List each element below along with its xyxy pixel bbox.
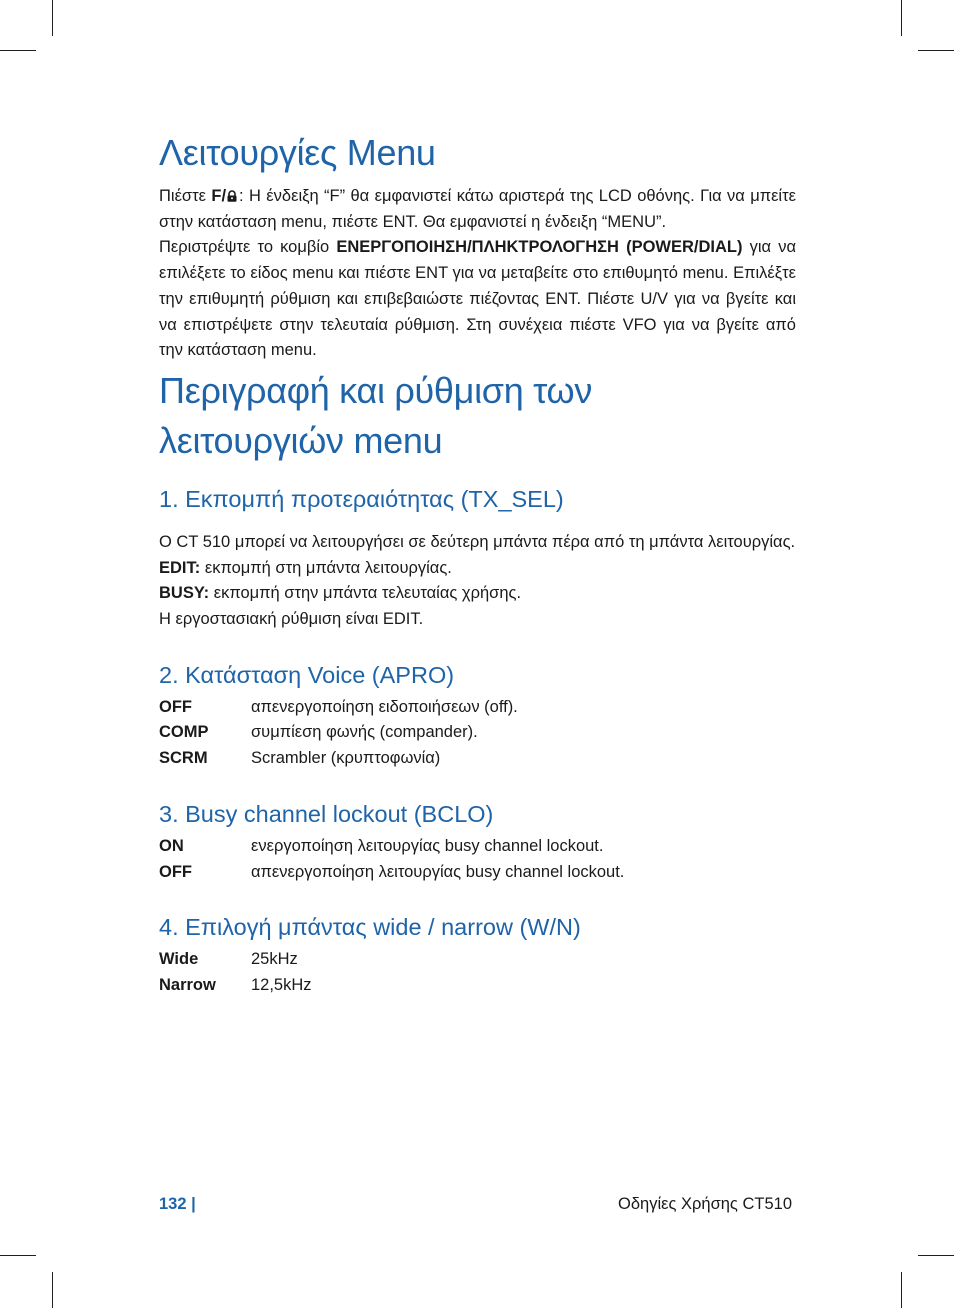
option-row: COMP συμπίεση φωνής (compander). [159, 723, 478, 742]
option-row: ON ενεργοποίηση λειτουργίας busy channel lockout. [159, 836, 604, 855]
crop-mark [52, 1272, 53, 1308]
crop-mark [0, 50, 36, 51]
section-heading: 2. Κατάσταση Voice (APRO) [159, 661, 455, 688]
crop-mark [918, 1255, 954, 1256]
section-text: Ο CT 510 μπορεί να λειτουργήσει σε δεύτερη μπάντα πέρα από τη μπάντα λειτουργίας. [159, 532, 796, 551]
option-row: Wide 25kHz [159, 950, 298, 969]
crop-mark [918, 50, 954, 51]
key-label: F/ [211, 187, 227, 205]
crop-mark [52, 0, 53, 36]
option-row: Narrow 12,5kHz [159, 975, 312, 994]
option-list [159, 695, 796, 772]
section-wn [159, 912, 796, 998]
document-title: Οδηγίες Χρήσης CT510 [618, 1195, 792, 1213]
option-line: BUSY: εκπομπή στην μπάντα τελευταίας χρήσης. [159, 584, 522, 603]
default-note: Η εργοστασιακή ρύθμιση είναι EDIT. [159, 610, 424, 629]
crop-mark [901, 1272, 902, 1308]
knob-label: ΕΝΕΡΓΟΠΟΙΗΣΗ/ΠΛΗΚΤΡΟΛΟΓΗΣΗ (POWER/DIAL) [336, 238, 743, 257]
section-heading: 1. Εκπομπή προτεραιότητας (TX_SEL) [159, 485, 564, 512]
crop-mark [901, 0, 902, 36]
page-number: 132 | [159, 1195, 196, 1213]
option-list [159, 947, 796, 998]
option-line: EDIT: εκπομπή στη μπάντα λειτουργίας. [159, 558, 452, 577]
intro-paragraph-1: Πιέστε F/ : Η ένδειξη “F” θα εμφανιστεί κάτω αριστερά της LCD οθόνης. Για να μπείτε στην κατάσταση menu, πιέστε ENT. Θα εμφανιστεί η ένδειξη “MENU”. [159, 187, 796, 231]
option-row: SCRM Scrambler (κρυπτοφωνία) [159, 749, 441, 768]
section-title: Περιγραφή και ρύθμιση των λειτουργιών menu [159, 369, 593, 461]
option-list [159, 834, 796, 885]
section-heading: 4. Επιλογή μπάντας wide / narrow (W/N) [159, 914, 581, 941]
page-title: Λειτουργίες Menu [159, 132, 436, 173]
section-tx-sel [159, 484, 796, 633]
section-apro [159, 660, 796, 772]
page-content [159, 128, 796, 999]
option-row: OFF απενεργοποίηση ειδοποιήσεων (off). [159, 697, 518, 716]
section-heading: 3. Busy channel lockout (BCLO) [159, 800, 494, 827]
option-row: OFF απενεργοποίηση λειτουργίας busy channel lockout. [159, 862, 625, 881]
crop-mark [0, 1255, 36, 1256]
lock-icon [226, 190, 238, 202]
section-bclo [159, 799, 796, 885]
intro-paragraph-2: Περιστρέψτε το κομβίο ΕΝΕΡΓΟΠΟΙΗΣΗ/ΠΛΗΚΤΡΟΛΟΓΗΣΗ (POWER/DIAL) για να επιλέξετε το είδος menu και πιέστε ENT για να μεταβείτε στο επιθυμητό menu. Επιλέξτε την επιθυμητή ρύθμιση και επιβεβαιώστε πιέζοντας ENT. Πιέστε U/V για να βγείτε και να επιστρέψετε στην τελευταία ρύθμιση. Στη συνέχεια πιέστε VFO για να βγείτε από την κατάσταση menu. [159, 238, 796, 360]
